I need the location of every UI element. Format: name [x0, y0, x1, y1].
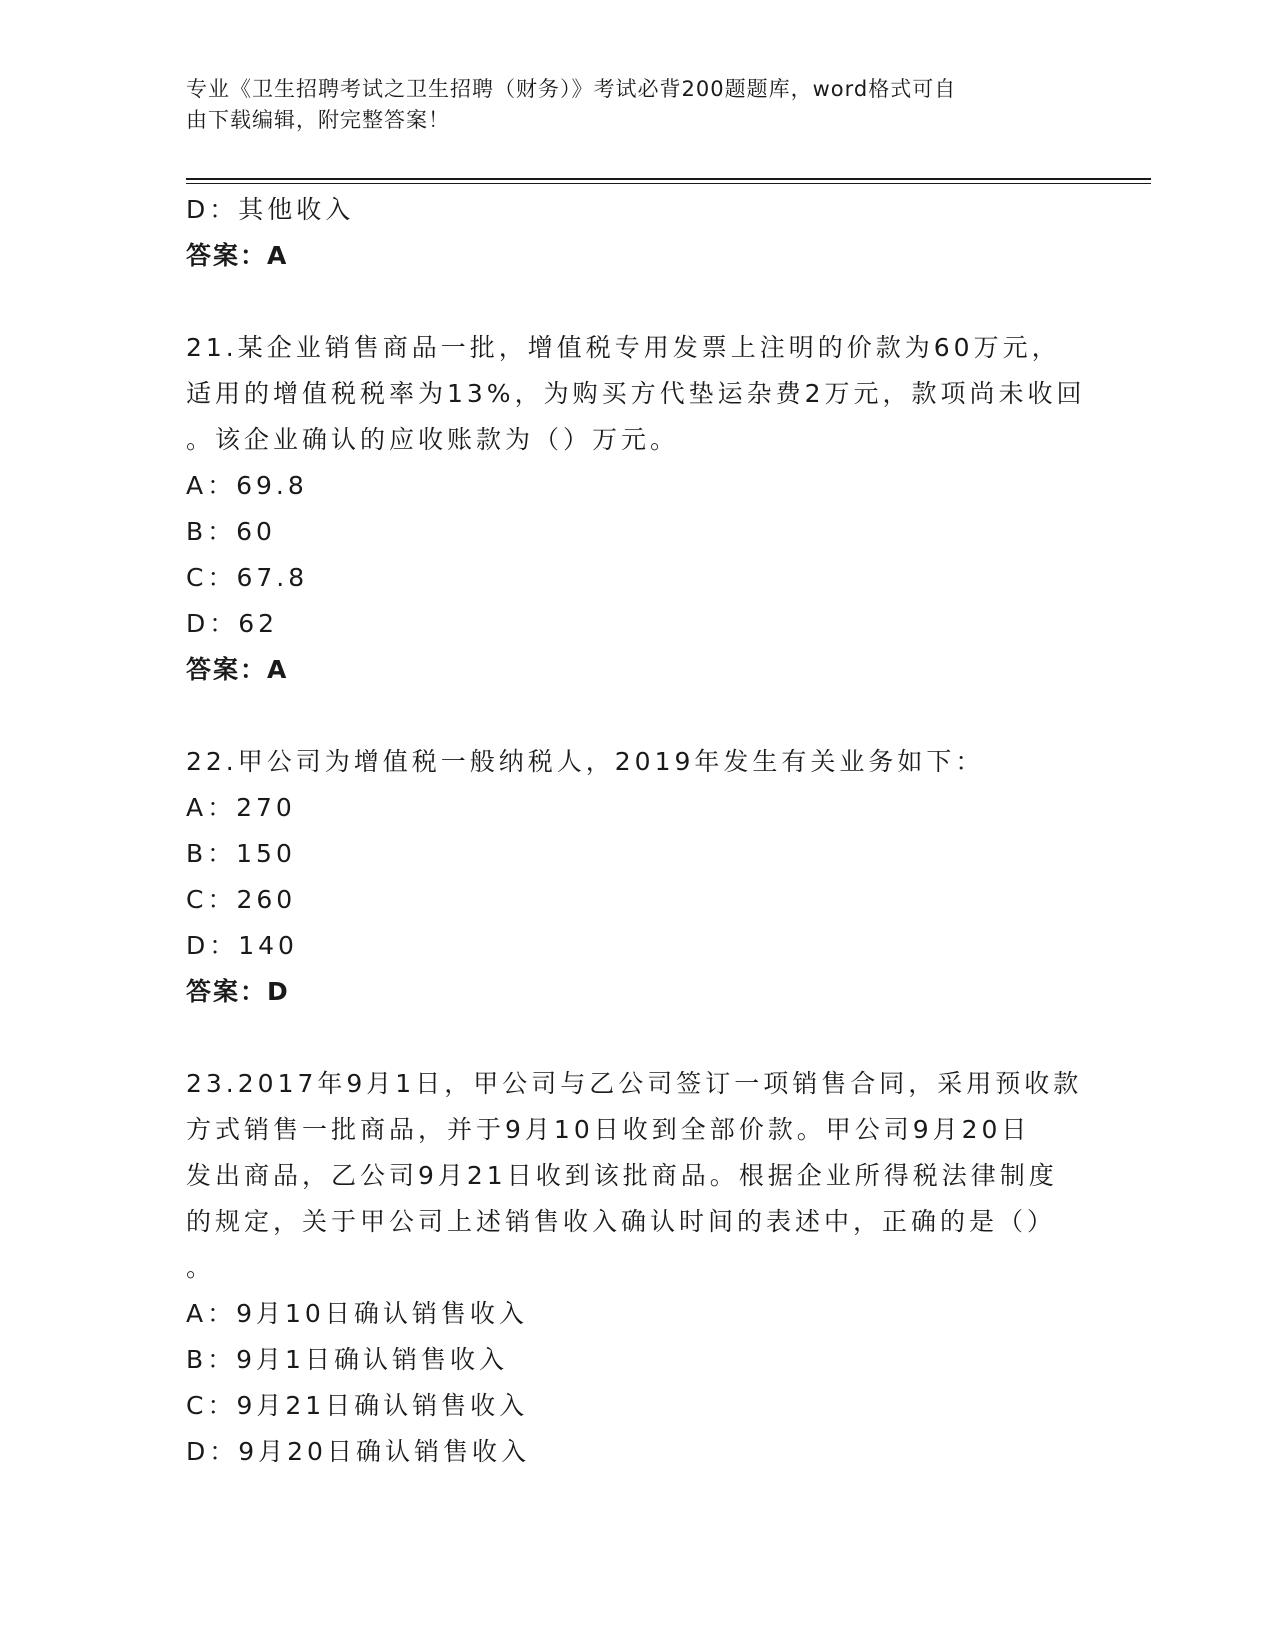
spacer — [186, 1015, 1086, 1061]
question-text-line: 。该企业确认的应收账款为（）万元。 — [186, 425, 680, 454]
option-c: C：260 — [186, 885, 297, 914]
question-text-line: 23.2017年9月1日，甲公司与乙公司签订一项销售合同，采用预收款 — [186, 1069, 1083, 1098]
document-header — [186, 74, 1066, 136]
option-a: A：69.8 — [186, 471, 308, 500]
question-21 — [186, 325, 1086, 463]
answer-line: 答案：A — [186, 655, 289, 684]
question-text-line: 的规定，关于甲公司上述销售收入确认时间的表述中，正确的是（） — [186, 1207, 1057, 1236]
option-d: D：62 — [186, 609, 279, 638]
header-line-2: 由下载编辑，附完整答案！ — [186, 108, 450, 132]
question-23 — [186, 1061, 1086, 1291]
answer-line: 答案：A — [186, 241, 289, 270]
option-a: A：270 — [186, 793, 296, 822]
option-d: D：140 — [186, 931, 298, 960]
answer-line: 答案：D — [186, 977, 290, 1006]
question-text-line: 方式销售一批商品，并于9月10日收到全部价款。甲公司9月20日 — [186, 1115, 1031, 1144]
option-c: C：9月21日确认销售收入 — [186, 1391, 529, 1420]
spacer — [186, 279, 1086, 325]
question-text-line: 22.甲公司为增值税一般纳税人，2019年发生有关业务如下： — [186, 747, 985, 776]
question-text-line: 21.某企业销售商品一批，增值税专用发票上注明的价款为60万元， — [186, 333, 1061, 362]
option-d: D：9月20日确认销售收入 — [186, 1437, 530, 1466]
question-text-line: 发出商品，乙公司9月21日收到该批商品。根据企业所得税法律制度 — [186, 1161, 1058, 1190]
header-divider-thin — [186, 183, 1151, 184]
option-b: B：9月1日确认销售收入 — [186, 1345, 508, 1374]
option-c: C：67.8 — [186, 563, 309, 592]
question-text-line: 适用的增值税税率为13%，为购买方代垫运杂费2万元，款项尚未收回 — [186, 379, 1086, 408]
question-22 — [186, 739, 1086, 785]
option-b: B：60 — [186, 517, 276, 546]
question-text-line: 。 — [186, 1253, 216, 1282]
spacer — [186, 693, 1086, 739]
option-a: A：9月10日确认销售收入 — [186, 1299, 528, 1328]
question-list — [186, 187, 1086, 1475]
option-d: D：其他收入 — [186, 195, 355, 224]
option-b: B：150 — [186, 839, 296, 868]
header-divider-thick — [186, 178, 1151, 180]
header-line-1: 专业《卫生招聘考试之卫生招聘（财务）》考试必背200题题库，word格式可自 — [186, 77, 957, 101]
